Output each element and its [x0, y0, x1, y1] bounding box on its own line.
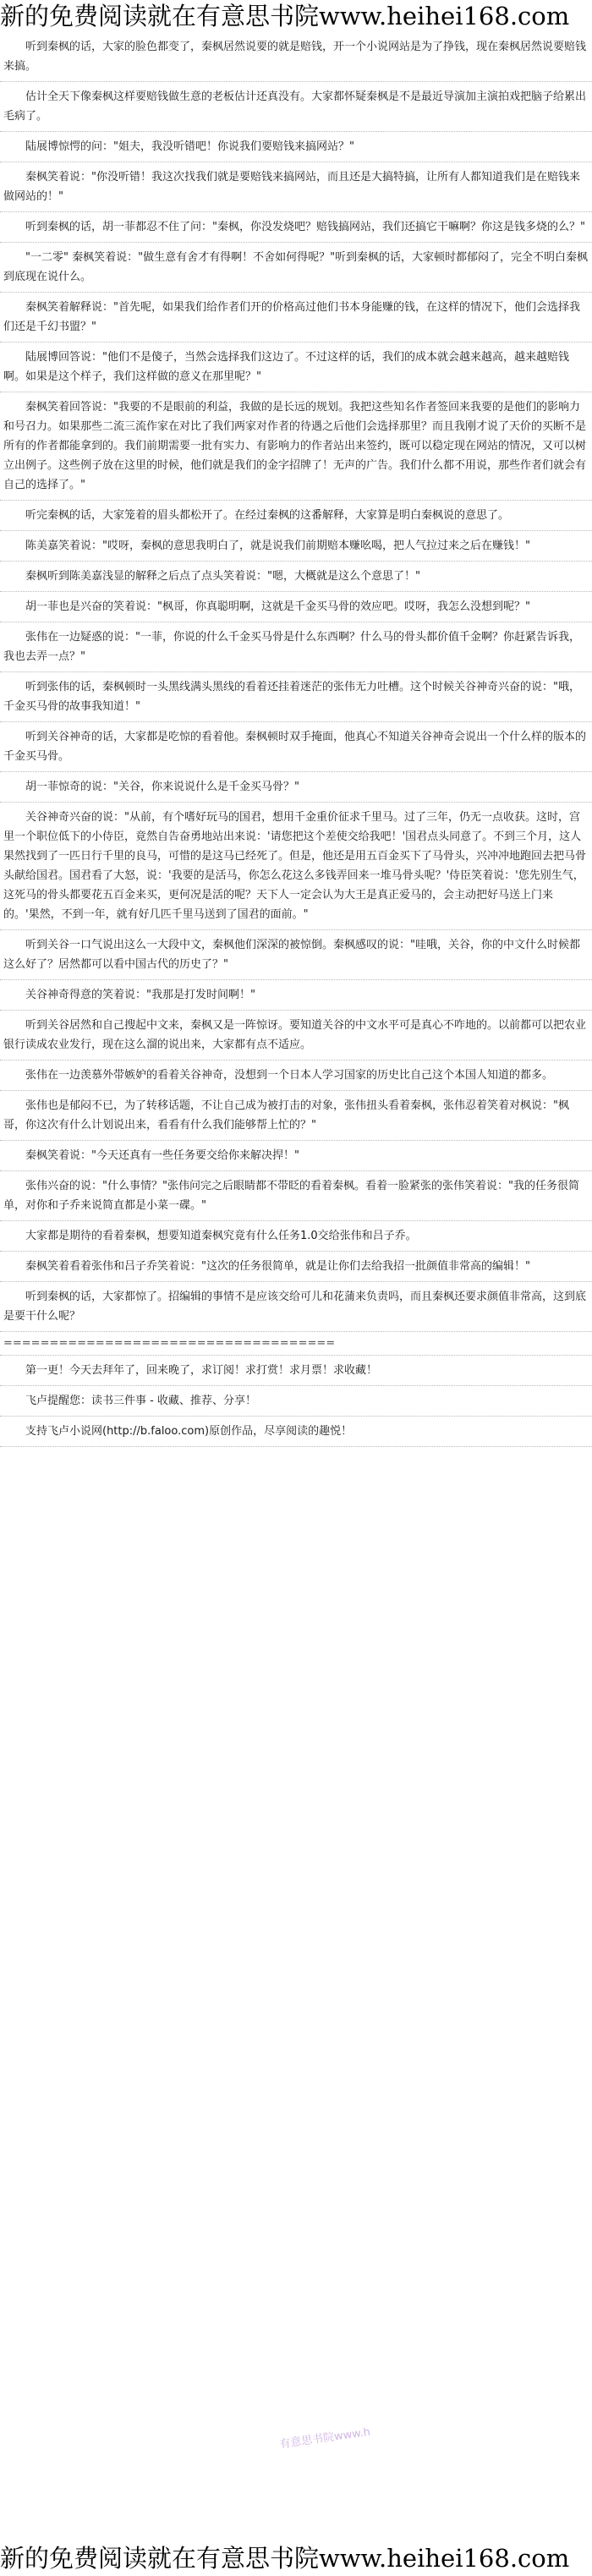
paragraph: 张伟在一边羡慕外带嫉妒的看着关谷神奇，没想到一个日本人学习国家的历史比自己这个本国人知道的都多。	[0, 1061, 592, 1091]
paragraph: 听到关谷神奇的话，大家都是吃惊的看着他。秦枫顿时双手掩面，他真心不知道关谷神奇会说出一个什么样的版本的千金买马骨。	[0, 722, 592, 772]
site-banner-bottom: 新的免费阅读就在有意思书院www.heihei168.com	[0, 2544, 570, 2573]
paragraph: "一二零" 秦枫笑着说："做生意有舍才有得啊！不舍如何得呢？"听到秦枫的话，大家顿时都郁闷了，完全不明白秦枫到底现在说什么。	[0, 243, 592, 293]
paragraph: 听到秦枫的话，大家都惊了。招编辑的事情不是应该交给可儿和花蒲来负责吗，而且秦枫还要求颜值非常高，这到底是要干什么呢？	[0, 1282, 592, 1332]
section-divider: ====================================	[0, 1332, 592, 1356]
author-note: 第一更！今天去拜年了，回来晚了，求订阅！求打赏！求月票！求收藏！	[0, 1356, 592, 1386]
paragraph: 秦枫听到陈美嘉浅显的解释之后点了点头笑着说："嗯，大概就是这么个意思了！"	[0, 562, 592, 592]
paragraph: 听到秦枫的话，大家的脸色都变了，秦枫居然说要的就是赔钱，开一个小说网站是为了挣钱，现在秦枫居然说要赔钱来搞。	[0, 32, 592, 82]
paragraph: 听到关谷居然和自己搜起中文来，秦枫又是一阵惊讶。要知道关谷的中文水平可是真心不咋地的。以前都可以把农业银行读成农业发行，现在这么溜的说出来，大家都有点不适应。	[0, 1011, 592, 1061]
paragraph: 估计全天下像秦枫这样要赔钱做生意的老板估计还真没有。大家都怀疑秦枫是不是最近导演加主演拍戏把脑子给累出毛病了。	[0, 82, 592, 132]
paragraph: 秦枫笑着说："你没听错！我这次找我们就是要赔钱来搞网站，而且还是大搞特搞，让所有人都知道我们是在赔钱来做网站的！"	[0, 162, 592, 212]
reading-tip: 飞卢提醒您：读书三件事 - 收藏、推荐、分享！	[0, 1386, 592, 1417]
paragraph: 陈美嘉笑着说："哎呀，秦枫的意思我明白了，就是说我们前期赔本赚吆喝，把人气拉过来之后在赚钱！"	[0, 531, 592, 562]
paragraph: 胡一菲也是兴奋的笑着说："枫哥，你真聪明啊，这就是千金买马骨的效应吧。哎呀，我怎么没想到呢？"	[0, 592, 592, 622]
paragraph: 听到秦枫的话，胡一菲都忍不住了问："秦枫，你没发烧吧？赔钱搞网站，我们还搞它干嘛啊？你这是钱多烧的么？"	[0, 212, 592, 243]
paragraph: 秦枫笑着回答说："我要的不是眼前的利益，我做的是长远的规划。我把这些知名作者签回来我要的是他们的影响力和号召力。如果那些二流三流作家在对比了我们两家对作者的待遇之后他们会选择那里？而且我刚才说了天价的买断不是所有的作者都能拿到的。我们前期需要一批有实力、有影响力的作者站出来签约，既可以稳定现在网站的情况，又可以树立出例子。这些例子放在这里的时候，他们就是我们的金字招牌了！无声的广告。我们什么都不用说，那些作者们就会有自己的选择了。"	[0, 392, 592, 501]
paragraph: 胡一菲惊奇的说："关谷，你来说说什么是千金买马骨？"	[0, 772, 592, 803]
paragraph: 听完秦枫的话，大家笼着的眉头都松开了。在经过秦枫的这番解释，大家算是明白秦枫说的意思了。	[0, 501, 592, 531]
paragraph: 关谷神奇得意的笑着说："我那是打发时间啊！"	[0, 980, 592, 1011]
paragraph: 听到张伟的话，秦枫顿时一头黑线满头黑线的看着还挂着迷茫的张伟无力吐槽。这个时候关谷神奇兴奋的说："哦，千金买马骨的故事我知道！"	[0, 672, 592, 722]
paragraph: 秦枫笑着说："今天还真有一些任务要交给你来解决捍！"	[0, 1141, 592, 1171]
paragraph: 张伟在一边疑惑的说："一菲，你说的什么千金买马骨是什么东西啊？什么马的骨头都价值千金啊？你赶紧告诉我，我也去弄一点？"	[0, 622, 592, 672]
paragraph: 大家都是期待的看着秦枫，想要知道秦枫究竟有什么任务1.0交给张伟和吕子乔。	[0, 1221, 592, 1252]
paragraph: 听到关谷一口气说出这么一大段中文，秦枫他们深深的被惊倒。秦枫感叹的说："哇哦，关谷，你的中文什么时候都这么好了？居然都可以看中国古代的历史了？"	[0, 930, 592, 980]
paragraph: 秦枫笑着看着张伟和吕子乔笑着说："这次的任务很简单，就是让你们去给我招一批颜值非常高的编辑！"	[0, 1252, 592, 1282]
paragraph: 陆展博回答说："他们不是傻子，当然会选择我们这边了。不过这样的话，我们的成本就会越来越高，越来越赔钱啊。如果是这个样子，我们这样做的意义在那里呢？"	[0, 343, 592, 392]
paragraph: 秦枫笑着解释说："首先呢，如果我们给作者们开的价格高过他们书本身能赚的钱，在这样的情况下，他们会选择我们还是千幻书盟？"	[0, 293, 592, 343]
site-banner-top: 新的免费阅读就在有意思书院www.heihei168.com	[0, 2, 570, 30]
chapter-content	[0, 32, 592, 2540]
paragraph: 张伟兴奋的说："什么事情？"张伟问完之后眼睛都不带眨的看着秦枫。看着一脸紧张的张伟笑着说："我的任务很简单，对你和子乔来说简直都是小菜一碟。"	[0, 1171, 592, 1221]
paragraph: 关谷神奇兴奋的说："从前，有个嗜好玩马的国君，想用千金重价征求千里马。过了三年，仍无一点收获。这时，宫里一个职位低下的小侍臣，竟然自告奋勇地站出来说：'请您把这个差使交给我吧！'国君点头同意了。不到三个月，这人果然找到了一匹日行千里的良马，可惜的是这马已经死了。但是，他还是用五百金买下了马骨头，兴冲冲地跑回去把马骨头献给国君。国君看了大怒，说：'我要的是活马，你怎么花这么多钱弄回来一堆马骨头呢？'侍臣笑着说：'您先别生气，这死马的骨头都要花五百金来买，更何况是活的呢？天下人一定会认为大王是真正爱马的，会主动把好马送上门来的。'果然，不到一年，就有好几匹千里马送到了国君的面前。"	[0, 803, 592, 930]
support-notice: 支持飞卢小说网(http://b.faloo.com)原创作品，尽享阅读的趣悦！	[0, 1417, 592, 1447]
paragraph: 张伟也是郁闷不已，为了转移话题，不让自己成为被打击的对象，张伟扭头看着秦枫，张伟忍着笑着对枫说："枫哥，你这次有什么计划说出来，看看有什么我们能够帮上忙的？"	[0, 1091, 592, 1141]
paragraph: 陆展博惊愕的问："姐夫，我没听错吧！你说我们要赔钱来搞网站？"	[0, 132, 592, 162]
watermark: 有意思书院www.h	[278, 2425, 371, 2452]
